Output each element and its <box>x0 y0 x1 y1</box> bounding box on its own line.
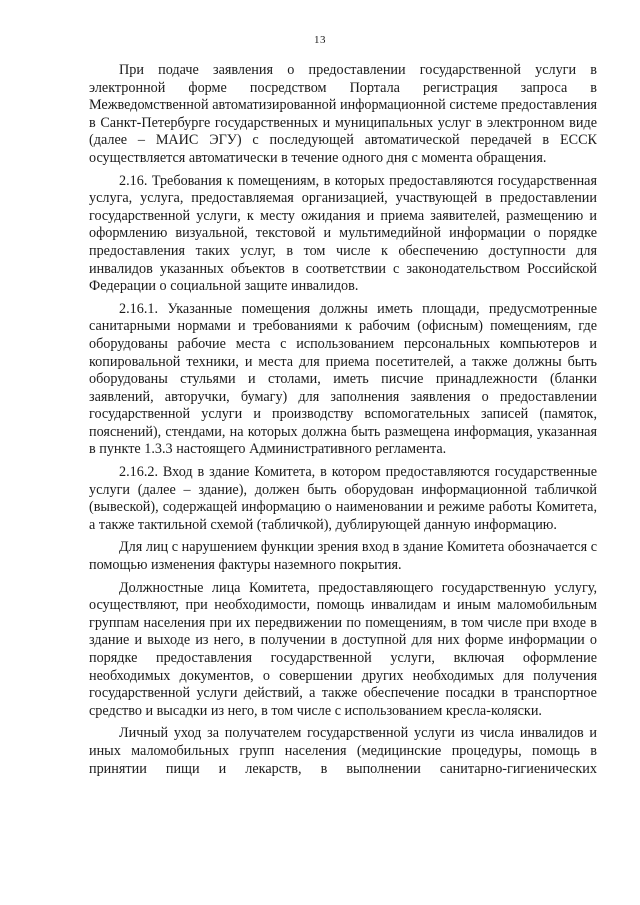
paragraph-portal-registration: При подаче заявления о предоставлении государственной услуги в электронной форме посредством Портала регистрация запроса в Межведомственной автоматизированной информационной системе предоставления в Санкт-Петербурге государственных и муниципальных услуг в электронном виде (далее – МАИС ЭГУ) с последующей автоматической передачей в ЕССК осуществляется автоматически в течение одного дня с момента обращения. <box>89 62 597 166</box>
paragraph-personal-care: Личный уход за получателем государственной услуги из числа инвалидов и иных маломобильных групп населения (медицинские процедуры, помощь в принятии пищи и лекарств, в выполнении санитарно-гигиенических <box>89 725 597 777</box>
paragraph-2-16-premises-requirements: 2.16. Требования к помещениям, в которых предоставляются государственная услуга, услуга, предоставляемая организацией, участвующей в предоставлении государственной услуги, к месту ожидания и приема заявителей, размещению и оформлению визуальной, текстовой и мультимедийной информации о порядке предоставления таких услуг, в том числе к обеспечению доступности для инвалидов указанных объектов в соответствии с законодательством Российской Федерации о социальной защите инвалидов. <box>89 172 597 295</box>
paragraph-visual-impairment: Для лиц с нарушением функции зрения вход в здание Комитета обозначается с помощью изменения фактуры наземного покрытия. <box>89 539 597 574</box>
paragraph-officials-assistance: Должностные лица Комитета, предоставляющего государственную услугу, осуществляют, при необходимости, помощь инвалидам и иным маломобильным группам населения при их передвижении по помещениям, в том числе при входе в здание и выходе из него, в получении в доступной для них форме информации о порядке предоставления государственной услуги, включая оформление необходимых документов, о совершении других необходимых для получения государственной услуги действий, а также обеспечение посадки в транспортное средство и высадки из него, в том числе с использованием кресла-коляски. <box>89 579 597 719</box>
page-number: 13 <box>314 34 326 46</box>
document-body <box>89 62 597 783</box>
paragraph-2-16-1-premises-equipment: 2.16.1. Указанные помещения должны иметь площади, предусмотренные санитарными нормами и требованиями к рабочим (офисным) помещениям, где оборудованы рабочие места с использованием персональных компьютеров и копировальной техники, и места для приема посетителей, а также должны быть оборудованы стульями и столами, иметь писчие принадлежности (бланки заявлений, авторучки, бумагу) для заполнения заявления о предоставлении государственной услуги и производству вспомогательных записей (памяток, пояснений), стендами, на которых должна быть размещена информация, указанная в пункте 1.3.3 настоящего Административного регламента. <box>89 300 597 458</box>
paragraph-2-16-2-building-entrance: 2.16.2. Вход в здание Комитета, в котором предоставляются государственные услуги (далее – здание), должен быть оборудован информационной табличкой (вывеской), содержащей информацию о наименовании и режиме работы Комитета, а также тактильной схемой (табличкой), дублирующей данную информацию. <box>89 464 597 533</box>
